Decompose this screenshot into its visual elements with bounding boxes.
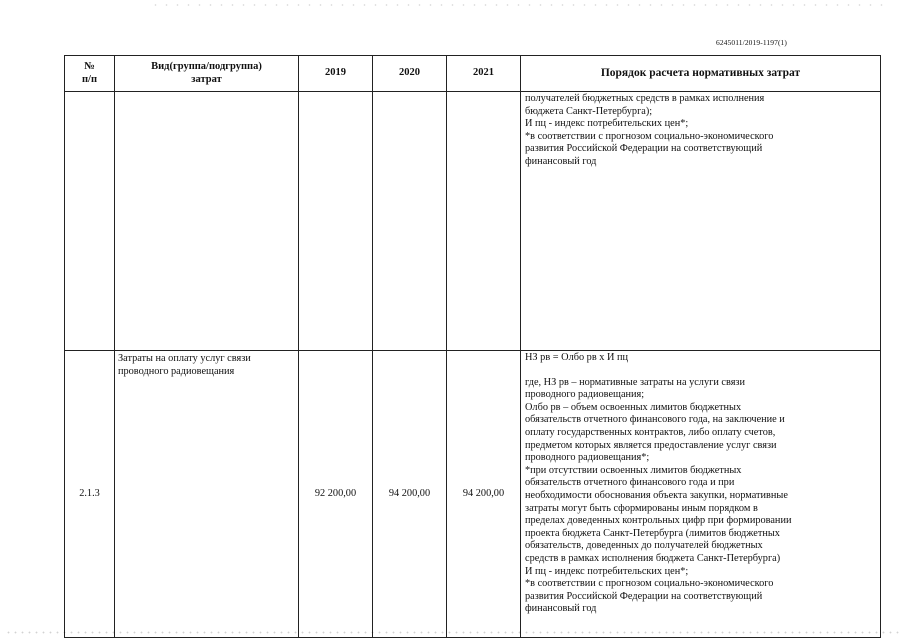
header-type: Вид(группа/подгруппа) затрат [115,56,299,92]
cell-2020 [373,92,447,351]
method-line: проводного радиовещания; [525,389,645,401]
method-line: необходимости обоснования объекта закупки, нормативные [525,489,788,501]
cell-2021: 94 200,00 [447,351,521,638]
method-line: проекта бюджета Санкт-Петербурга (лимитов бюджетных [525,527,780,539]
method-line: где, НЗ рв – нормативные затраты на услуги связи [525,376,746,388]
method-line: обязательств, доведенных до получателей бюджетных [525,540,763,552]
method-line: финансовый год [525,603,597,615]
method-line: И пц - индекс потребительских цен*; [525,118,689,130]
cell-num: 2.1.3 [65,351,115,638]
formula: НЗ рв = Олбо рв х И пц [525,352,629,363]
cell-num [65,92,115,351]
header-num: № п/п [65,56,115,92]
method-line: финансовый год [525,155,597,167]
method-line: пределах доведенных контрольных цифр при формировании [525,515,792,527]
cell-2019 [299,92,373,351]
method-line: развития Российской Федерации на соответствующий [525,143,763,155]
scan-noise-bottom [5,630,900,635]
cell-2021 [447,92,521,351]
cell-name [115,92,299,351]
table-row [65,92,881,351]
table-row [65,351,881,638]
method-line: развития Российской Федерации на соответствующий [525,590,763,602]
method-line: затраты могут быть сформированы иным порядком в [525,502,758,514]
header-2020: 2020 [373,56,447,92]
cell-2020: 94 200,00 [373,351,447,638]
method-line: средств в рамках исполнения бюджета Санкт-Петербурга) [525,552,781,564]
header-2019: 2019 [299,56,373,92]
name-line: проводного радиовещания [118,365,235,377]
cell-method [521,92,881,351]
method-line: обязательств отчетного финансового года, на заключение и [525,414,785,426]
method-line: *в соответствии с прогнозом социально-экономического [525,130,774,142]
spacer [525,365,876,377]
cell-name [115,351,299,638]
method-line: *при отсутствии освоенных лимитов бюджетных [525,464,742,476]
method-line: обязательств отчетного финансового года и при [525,477,735,489]
table-header-row [65,56,881,92]
cell-2019: 92 200,00 [299,351,373,638]
cost-table [64,55,881,638]
method-line: *в соответствии с прогнозом социально-экономического [525,578,774,590]
header-method: Порядок расчета нормативных затрат [521,56,881,92]
method-line: Олбо рв – объем освоенных лимитов бюджетных [525,401,742,413]
method-line: проводного радиовещания*; [525,452,650,464]
scan-noise-top [150,3,890,7]
name-line: Затраты на оплату услуг связи [118,353,251,364]
method-line: получателей бюджетных средств в рамках исполнения [525,93,765,104]
method-line: оплату государственных контрактов, либо оплату счетов, [525,426,776,438]
document-number: 6245011/2019-1197(1) [715,38,787,47]
method-line: бюджета Санкт-Петербурга); [525,105,653,117]
method-line: предметом которых является предоставление услуг связи [525,439,777,451]
method-line: И пц - индекс потребительских цен*; [525,565,689,577]
cell-method [521,351,881,638]
header-2021: 2021 [447,56,521,92]
